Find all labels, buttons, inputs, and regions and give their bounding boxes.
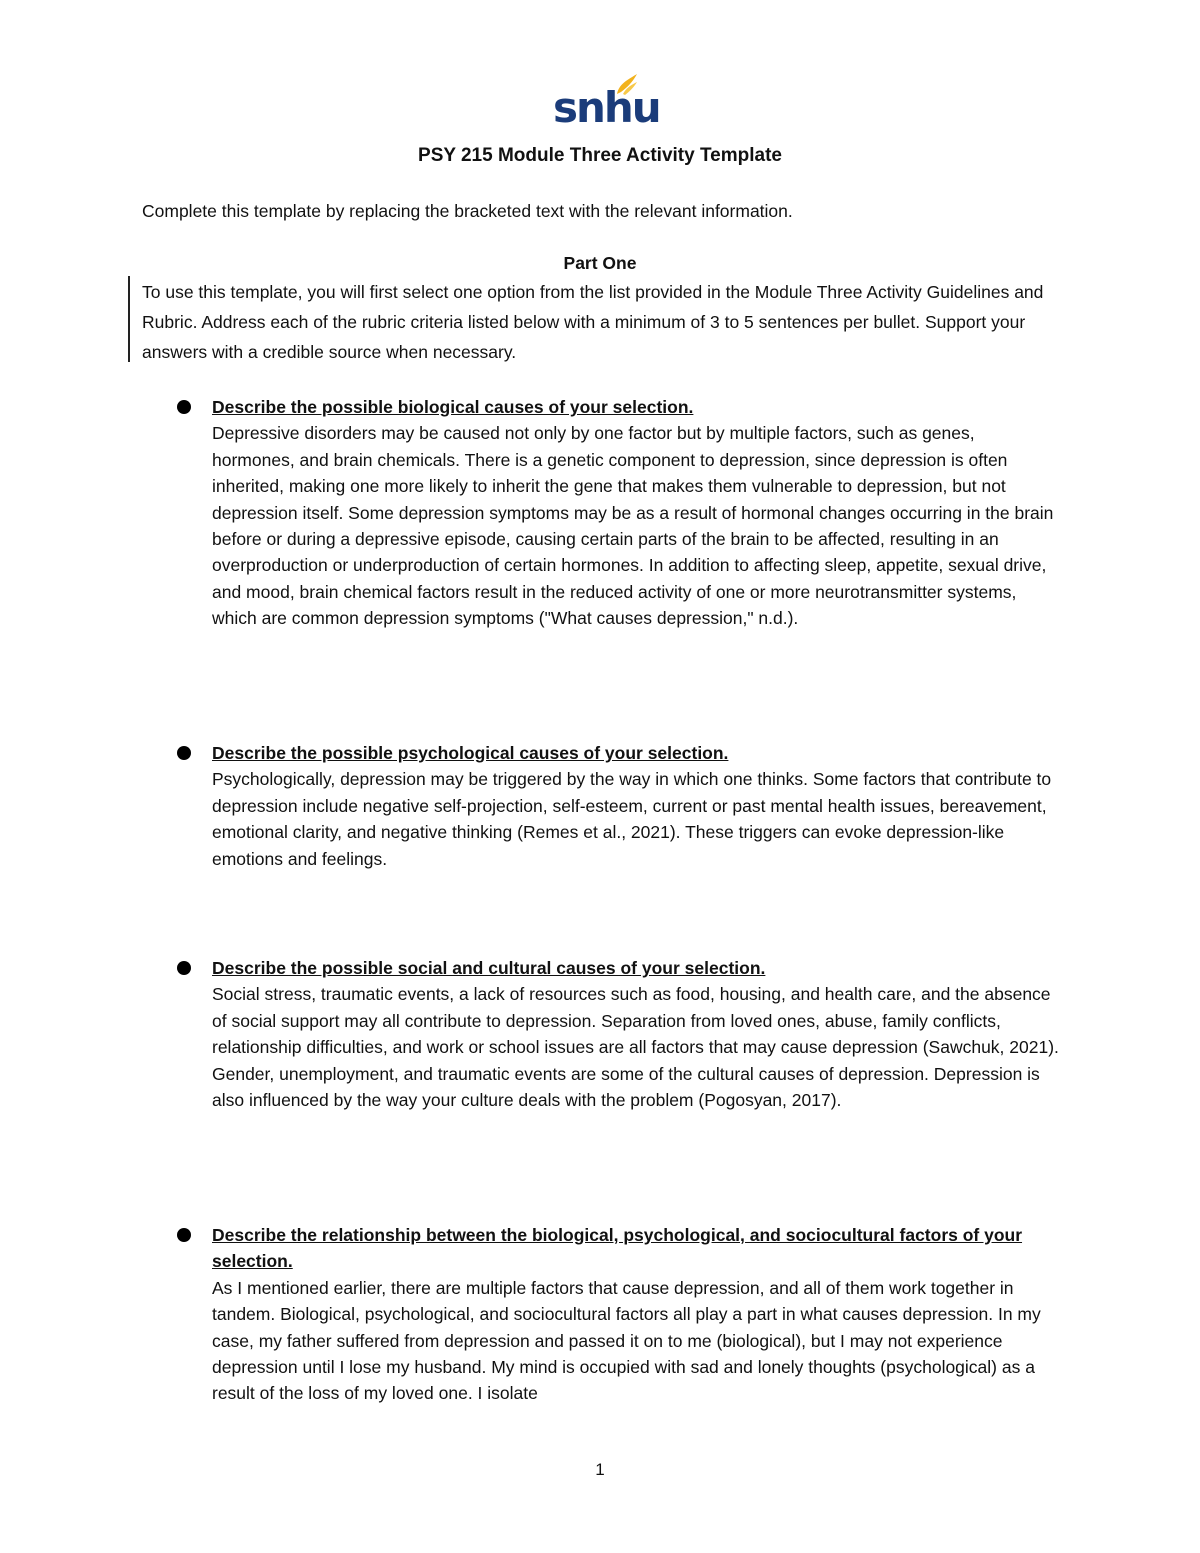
section-relationship [212,1222,1062,1407]
intro-paragraph: Complete this template by replacing the bracketed text with the relevant information. [142,201,793,221]
section-body: As I mentioned earlier, there are multiple factors that cause depression, and all of them work together in tandem. Biological, psychological, and sociocultural factors all play a part in what causes depression. In my case, my father suffered from depression and passed it on to me (biological), but I may not experience depression until I lose my husband. My mind is occupied with sad and lonely thoughts (psychological) as a result of the loss of my loved one. I isolate [212,1277,1041,1404]
section-heading: Describe the possible social and cultural causes of your selection. [212,958,766,978]
section-biological [212,394,1062,632]
bullet-icon [177,400,191,414]
logo-wordmark: snhu [553,83,660,132]
instructions-paragraph: To use this template, you will first select one option from the list provided in the Module Three Activity Guidelines and Rubric. Address each of the rubric criteria listed below with a minimum of 3 to 5 sentences per bullet. Support your answers with a credible source when necessary. [142,282,1044,362]
section-sociocultural [212,955,1062,1113]
bullet-icon [177,1228,191,1242]
bullet-icon [177,961,191,975]
bullet-icon [177,746,191,760]
section-heading: Describe the possible psychological causes of your selection. [212,743,729,763]
section-psychological [212,740,1062,872]
document-title: PSY 215 Module Three Activity Template [418,145,782,166]
section-heading: Describe the relationship between the biological, psychological, and sociocultural factors of your selection. [212,1225,1023,1272]
section-body: Depressive disorders may be caused not only by one factor but by multiple factors, such as genes, hormones, and brain chemicals. There is a genetic component to depression, since depression is often inherited, making one more likely to inherit the gene that makes them vulnerable to depression, but not depression itself. Some depression symptoms may be as a result of hormonal changes occurring in the brain before or during a depressive episode, causing certain parts of the brain to be affected, resulting in an overproduction or underproduction of certain hormones. In addition to affecting sleep, appetite, sexual drive, and mood, brain chemical factors result in the reduced activity of one or more neurotransmitter systems, which are common depression symptoms ("What causes depression," n.d.). [212,423,1054,629]
change-bar [128,276,130,362]
section-body: Psychologically, depression may be triggered by the way in which one thinks. Some factors that contribute to depression include negative self-projection, self-esteem, current or past mental health issues, bereavement, emotional clarity, and negative thinking (Remes et al., 2021). These triggers can evoke depression-like emotions and feelings. [212,769,1052,869]
snhu-logo [553,72,660,134]
section-heading: Describe the possible biological causes of your selection. [212,397,694,417]
section-body: Social stress, traumatic events, a lack of resources such as food, housing, and health care, and the absence of social support may all contribute to depression. Separation from loved ones, abuse, family conflicts, relationship difficulties, and work or school issues are all factors that may cause depression (Sawchuk, 2021). Gender, unemployment, and traumatic events are some of the cultural causes of depression. Depression is also influenced by the way your culture deals with the problem (Pogosyan, 2017). [212,984,1059,1111]
page-number: 1 [595,1460,605,1479]
part-heading: Part One [563,253,637,273]
